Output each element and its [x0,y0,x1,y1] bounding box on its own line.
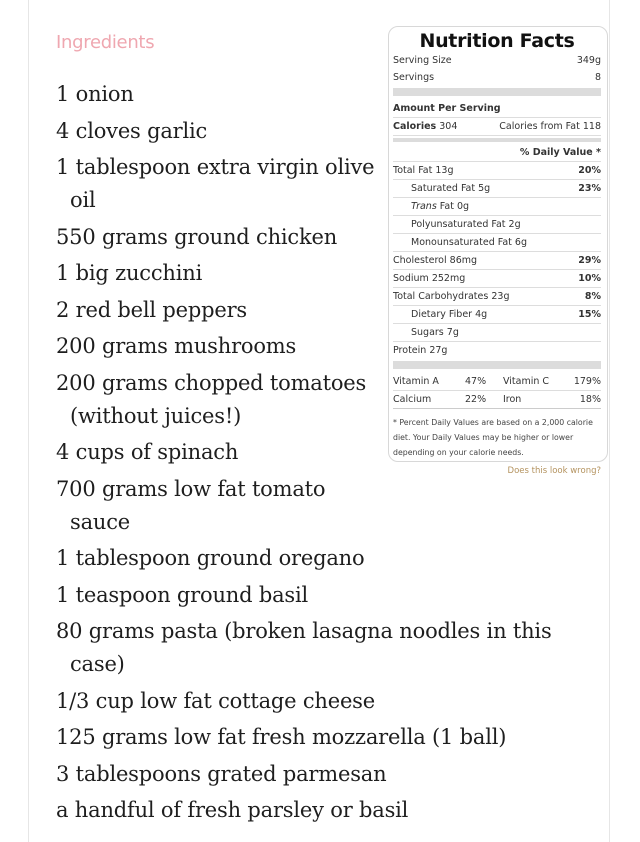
nutrition-facts-panel [388,26,608,476]
serving-size-row [393,52,601,69]
serving-size-label: Serving Size [393,55,452,66]
calories-fat-cell [499,118,601,135]
fiber-label: Dietary Fiber [411,309,473,320]
cholesterol-dv: 29% [578,255,601,266]
list-item: 2 red bell peppers [56,297,247,322]
list-item: 550 grams ground chicken [56,224,338,249]
cholesterol-label: Cholesterol [393,255,447,266]
vitamin-a-label: Vitamin A [393,376,439,387]
daily-value-footnote: * Percent Daily Values are based on a 2,000 calorie diet. Your Daily Values may be higher or lower depending on your calorie needs. [393,418,593,457]
list-item: 700 grams low fat tomato sauce [56,476,326,534]
total-fat-label: Total Fat [393,165,433,176]
daily-value-header [393,144,601,162]
servings-label: Servings [393,72,435,83]
list-item: 200 grams mushrooms [56,334,297,358]
trans-fat-suffix: Fat [439,201,454,212]
mineral-row [393,391,601,409]
list-item: 1 onion [56,82,134,106]
fiber-row [393,306,601,324]
calories-fat-value: 118 [582,121,601,132]
calories-fat-label: Calories from Fat [499,121,580,132]
thick-divider [393,88,601,96]
list-item: 125 grams low fat fresh mozzarella (1 ball) [56,725,507,749]
total-fat-row [393,162,601,180]
calories-value: 304 [439,121,458,132]
sodium-dv: 10% [578,273,601,284]
protein-value: 27g [429,345,448,356]
calories-label: Calories [393,121,437,132]
list-item: 3 tablespoons grated parmesan [56,761,387,786]
list-item: 4 cloves garlic [56,118,208,143]
polyunsaturated-fat-row [393,216,601,234]
total-fat-dv: 20% [578,165,601,176]
sugars-row [393,324,601,342]
sugars-value: 7g [446,327,459,338]
saturated-fat-row [393,180,601,198]
fiber-dv: 15% [578,309,601,320]
list-item: 80 grams pasta (broken lasagna noodles in this case) [56,619,552,676]
cholesterol-row [393,252,601,270]
calories-cell [393,118,457,135]
saturated-fat-label: Saturated Fat [411,183,476,194]
list-item: 1 tablespoon ground oregano [56,546,365,570]
calcium-value: 22% [465,394,487,405]
daily-value-header-label: % Daily Value * [519,147,601,158]
mono-fat-label: Monounsaturated Fat [411,237,512,248]
serving-size-value: 349g [576,55,601,66]
carbs-dv: 8% [584,291,601,302]
feedback-link[interactable]: Does this look wrong? [507,466,601,476]
carbs-label: Total Carbohydrates [393,291,489,302]
amount-per-serving-label: Amount Per Serving [393,103,501,114]
list-item: 1/3 cup low fat cottage cheese [56,688,375,713]
cholesterol-value: 86mg [449,255,478,266]
amount-per-serving [393,100,601,118]
list-item: a handful of fresh parsley or basil [56,798,409,822]
protein-label: Protein [393,345,427,356]
vitamin-c-value: 179% [573,376,601,387]
saturated-fat-dv: 23% [578,183,601,194]
sugars-label: Sugars [411,327,444,338]
vitamin-a-value: 47% [465,376,487,387]
carbs-value: 23g [491,291,510,302]
trans-fat-row [393,198,601,216]
fiber-value: 4g [475,309,488,320]
sodium-value: 252mg [431,273,466,284]
trans-fat-label: Trans [411,201,437,212]
monounsaturated-fat-row [393,234,601,252]
thick-divider [393,361,601,369]
ingredients-heading: Ingredients [56,32,155,53]
poly-fat-value: 2g [508,219,521,230]
iron-label: Iron [503,394,522,405]
list-item: 1 teaspoon ground basil [56,582,308,607]
nutrition-title: Nutrition Facts [419,30,575,52]
calories-row [393,118,601,136]
protein-row [393,342,601,359]
iron-value: 18% [579,394,601,405]
servings-row [393,69,601,86]
calcium-label: Calcium [393,394,432,405]
servings-value: 8 [594,72,601,83]
mono-fat-value: 6g [514,237,527,248]
list-item: 1 big zucchini [56,261,203,285]
trans-fat-value: 0g [456,201,470,212]
list-item: 4 cups of spinach [56,440,239,464]
poly-fat-label: Polyunsaturated Fat [411,219,506,230]
carbohydrates-row [393,288,601,306]
saturated-fat-value: 5g [478,183,491,194]
sodium-label: Sodium [393,273,429,284]
vitamin-row [393,373,601,391]
sodium-row [393,270,601,288]
list-item: 200 grams chopped tomatoes (without juices!) [56,370,367,428]
list-item: 1 tablespoon extra virgin olive oil [56,155,375,212]
medium-divider [393,138,601,142]
total-fat-value: 13g [435,165,454,176]
vitamin-c-label: Vitamin C [503,376,550,387]
